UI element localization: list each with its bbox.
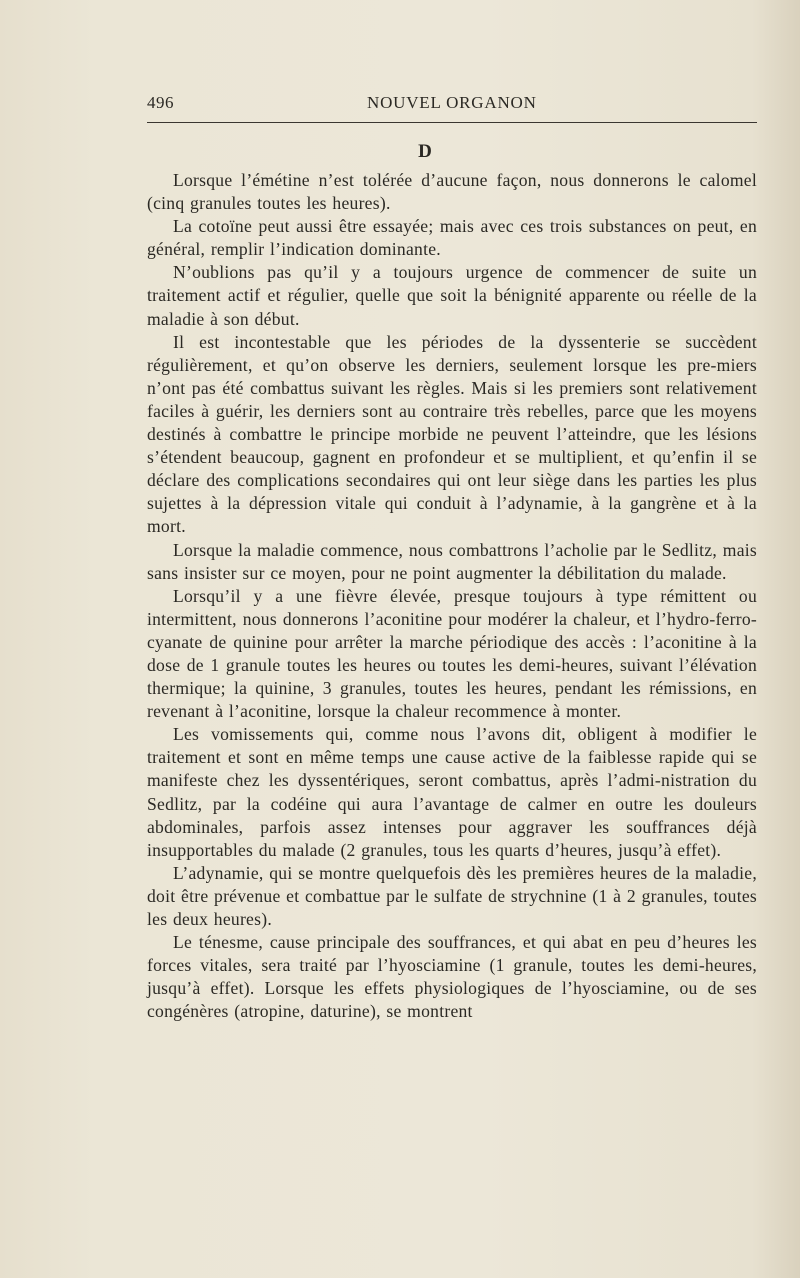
header-rule <box>147 122 757 123</box>
page-number: 496 <box>147 93 174 112</box>
paragraph: L’adynamie, qui se montre quelquefois dès les premières heures de la maladie, doit être prévenue et combattue par le sulfate de strychnine (1 à 2 granules, toutes les deux heures). <box>147 862 758 929</box>
paragraph: Lorsqu’il y a une fièvre élevée, presque toujours à type rémittent ou intermittent, nous donnerons l’aconitine pour modérer la chaleur, et l’hydro-ferro-cyanate de quinine pour arrêter la marche périodique des accès : l’aconitine à la dose de 1 granule toutes les heures ou toutes les demi-heures, suivant l’élévation thermique; la quinine, 3 granules, toutes les heures, pendant les rémissions, en revenant à l’aconitine, lorsque la chaleur recommence à monter. <box>147 585 757 722</box>
body-text <box>147 169 757 1023</box>
paragraph: Lorsque la maladie commence, nous combattrons l’acholie par le Sedlitz, mais sans insister sur ce moyen, pour ne point augmenter la débilitation du malade. <box>147 539 757 583</box>
running-title: NOUVEL ORGANON <box>367 93 537 112</box>
page-header <box>147 93 757 117</box>
paragraph: Lorsque l’émétine n’est tolérée d’aucune façon, nous donnerons le calomel (cinq granules toutes les heures). <box>147 170 757 214</box>
paragraph: La cotoïne peut aussi être essayée; mais avec ces trois substances on peut, en général, remplir l’indication dominante. <box>147 216 757 260</box>
paragraph: Les vomissements qui, comme nous l’avons dit, obligent à modifier le traitement et sont en même temps une cause active de la faiblesse rapide qui se manifeste chez les dyssentériques, seront combattus, après l’admi-nistration du Sedlitz, par la codéine qui aura l’avantage de calmer en outre les douleurs abdominales, parfois assez intenses pour aggraver les souffrances déjà insupportables du malade (2 granules, tous les quarts d’heures, jusqu’à effet). <box>147 724 757 860</box>
section-heading: D <box>418 141 432 162</box>
paragraph: Il est incontestable que les périodes de la dyssenterie se succèdent régulièrement, et qu’on observe les derniers, seulement lorsque les pre-miers n’ont pas été combattus suivant les règles. Mais si les premiers sont relativement faciles à guérir, les derniers sont au contraire très rebelles, parce que les moyens destinés à combattre le principe morbide ne peuvent l’atteindre, que les lésions s’étendent beaucoup, gagnent en profondeur et se multiplient, et qu’enfin il se déclare des complications secondaires qui ont leur siège dans les parties les plus sujettes à la dépression vitale qui conduit à l’adynamie, à la gangrène et à la mort. <box>147 331 757 537</box>
paragraph: N’oublions pas qu’il y a toujours urgence de commencer de suite un traitement actif et régulier, quelle que soit la bénignité apparente ou réelle de la maladie à son début. <box>147 262 757 329</box>
paragraph: Le ténesme, cause principale des souffrances, et qui abat en peu d’heures les forces vitales, sera traité par l’hyosciamine (1 granule, toutes les demi-heures, jusqu’à effet). Lorsque les effets physiologiques de l’hyosciamine, ou de ses congénères (atropine, daturine), se montrent <box>147 932 757 1022</box>
